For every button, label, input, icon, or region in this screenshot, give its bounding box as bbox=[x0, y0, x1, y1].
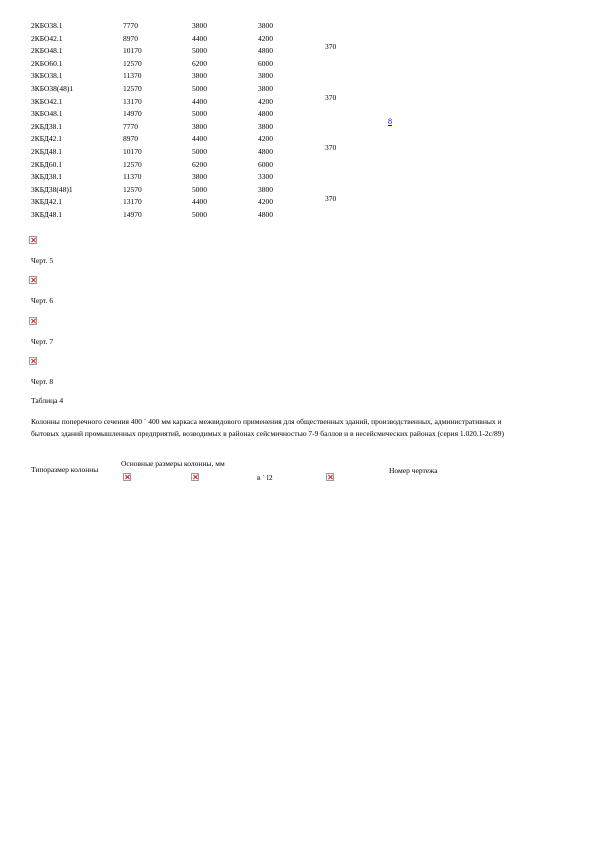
table-cell: 4800 bbox=[258, 109, 273, 119]
table-row bbox=[0, 209, 320, 221]
table-row bbox=[0, 184, 320, 196]
table-cell: 4200 bbox=[258, 134, 273, 144]
table-row bbox=[0, 58, 320, 70]
table-cell: 3КБО38(48)1 bbox=[31, 84, 74, 93]
table-cell: 4200 bbox=[258, 96, 273, 106]
table-cell: 3800 bbox=[258, 84, 273, 93]
table-cell: 13170 bbox=[123, 96, 142, 106]
broken-image-icon bbox=[29, 276, 37, 284]
table-cell: 8970 bbox=[123, 134, 138, 144]
group-value: 370 bbox=[325, 42, 337, 51]
table-cell: 3800 bbox=[192, 71, 207, 81]
group-value: 370 bbox=[325, 93, 337, 102]
table-cell: 2КБО60.1 bbox=[31, 58, 63, 68]
table-cell: 2КБД38.1 bbox=[31, 121, 63, 131]
header-multiply: в ´ l2 bbox=[257, 473, 273, 482]
table-cell: 12570 bbox=[123, 184, 142, 194]
figure-caption: Черт. 5 bbox=[31, 256, 54, 265]
table-cell: 3800 bbox=[192, 172, 207, 182]
table-cell: 5000 bbox=[192, 46, 207, 56]
table-cell: 7770 bbox=[123, 21, 138, 30]
table-row bbox=[0, 33, 320, 45]
table-cell: 10170 bbox=[123, 46, 142, 56]
broken-image-icon bbox=[123, 473, 131, 481]
table-cell: 5000 bbox=[192, 210, 207, 219]
table-row bbox=[0, 196, 320, 208]
table-cell: 4200 bbox=[258, 33, 273, 43]
table-cell: 2КБД60.1 bbox=[31, 159, 63, 169]
table-cell: 12570 bbox=[123, 84, 142, 93]
table-cell: 2КБД48.1 bbox=[31, 147, 63, 156]
broken-image-icon bbox=[326, 473, 334, 481]
broken-image-icon bbox=[29, 236, 37, 244]
table-row bbox=[0, 45, 320, 57]
table-row bbox=[0, 70, 320, 82]
table-cell: 4400 bbox=[192, 134, 207, 144]
table-cell: 12570 bbox=[123, 58, 142, 68]
table-cell: 8970 bbox=[123, 33, 138, 43]
table-cell: 5000 bbox=[192, 184, 207, 194]
table-row bbox=[0, 83, 320, 95]
table-cell: 11370 bbox=[123, 172, 142, 182]
table-cell: 3КБД42.1 bbox=[31, 197, 63, 207]
table-cell: 6000 bbox=[258, 159, 273, 169]
table-cell: 3КБД48.1 bbox=[31, 210, 63, 219]
broken-image-icon bbox=[29, 357, 37, 365]
table-cell: 3800 bbox=[192, 121, 207, 131]
table-cell: 13170 bbox=[123, 197, 142, 207]
table-row bbox=[0, 133, 320, 145]
table-cell: 4400 bbox=[192, 197, 207, 207]
table-cell: 6200 bbox=[192, 58, 207, 68]
table-cell: 4800 bbox=[258, 46, 273, 56]
table-cell: 2КБД42.1 bbox=[31, 134, 63, 144]
table-cell: 2КБО38.1 bbox=[31, 21, 63, 30]
figure-caption: Черт. 7 bbox=[31, 337, 54, 346]
group-value: 370 bbox=[325, 194, 337, 203]
table-cell: 3800 bbox=[258, 121, 273, 131]
table-cell: 4200 bbox=[258, 197, 273, 207]
table-cell: 2КБО42.1 bbox=[31, 33, 63, 43]
table-row bbox=[0, 159, 320, 171]
table-cell: 4400 bbox=[192, 33, 207, 43]
table-cell: 3КБО38.1 bbox=[31, 71, 63, 81]
table-cell: 3КБО42.1 bbox=[31, 96, 63, 106]
table-cell: 4400 bbox=[192, 96, 207, 106]
table-cell: 2КБО48.1 bbox=[31, 46, 63, 56]
header-drawing-number: Номер чертежа bbox=[389, 466, 438, 475]
table-cell: 10170 bbox=[123, 147, 142, 156]
table-cell: 4800 bbox=[258, 210, 273, 219]
table-row bbox=[0, 121, 320, 133]
header-main-dimensions: Основные размеры колонны, мм bbox=[121, 459, 225, 468]
table-cell: 3300 bbox=[258, 172, 273, 182]
table-cell: 5000 bbox=[192, 147, 207, 156]
table-cell: 6000 bbox=[258, 58, 273, 68]
table-row bbox=[0, 96, 320, 108]
table-row bbox=[0, 146, 320, 158]
table-cell: 14970 bbox=[123, 210, 142, 219]
table-cell: 11370 bbox=[123, 71, 142, 81]
broken-image-icon bbox=[191, 473, 199, 481]
table-cell: 5000 bbox=[192, 109, 207, 119]
broken-image-icon bbox=[29, 317, 37, 325]
drawing-link[interactable]: 8 bbox=[388, 117, 392, 126]
group-value: 370 bbox=[325, 143, 337, 152]
header-size-type: Типоразмер колонны bbox=[31, 465, 99, 474]
table-cell: 3КБО48.1 bbox=[31, 109, 63, 119]
table-cell: 4800 bbox=[258, 147, 273, 156]
table-row bbox=[0, 108, 320, 120]
table-cell: 14970 bbox=[123, 109, 142, 119]
table-cell: 3КБД38.1 bbox=[31, 172, 63, 182]
table-cell: 3800 bbox=[258, 71, 273, 81]
table-cell: 6200 bbox=[192, 159, 207, 169]
figure-caption: Черт. 8 bbox=[31, 377, 54, 386]
table-cell: 3800 bbox=[258, 184, 273, 194]
table-cell: 3КБД38(48)1 bbox=[31, 184, 73, 194]
table-cell: 3800 bbox=[192, 21, 207, 30]
table-row bbox=[0, 20, 320, 32]
table-cell: 3800 bbox=[258, 21, 273, 30]
table-row bbox=[0, 171, 320, 183]
table-cell: 7770 bbox=[123, 121, 138, 131]
figure-caption: Черт. 6 bbox=[31, 296, 54, 305]
table-title: Таблица 4 bbox=[31, 396, 64, 405]
table-description: Колонны поперечного сечения 400 ´ 400 мм каркаса межвидового применения для общественных зданий, производственных, административных и бытовых зданий промышленных предприятий, возводимых в районах сейсмичностью 7-9 баллов и в несейсмических районах (серия 1.020.1-2с/89) bbox=[31, 417, 505, 438]
table-cell: 5000 bbox=[192, 84, 207, 93]
table-cell: 12570 bbox=[123, 159, 142, 169]
